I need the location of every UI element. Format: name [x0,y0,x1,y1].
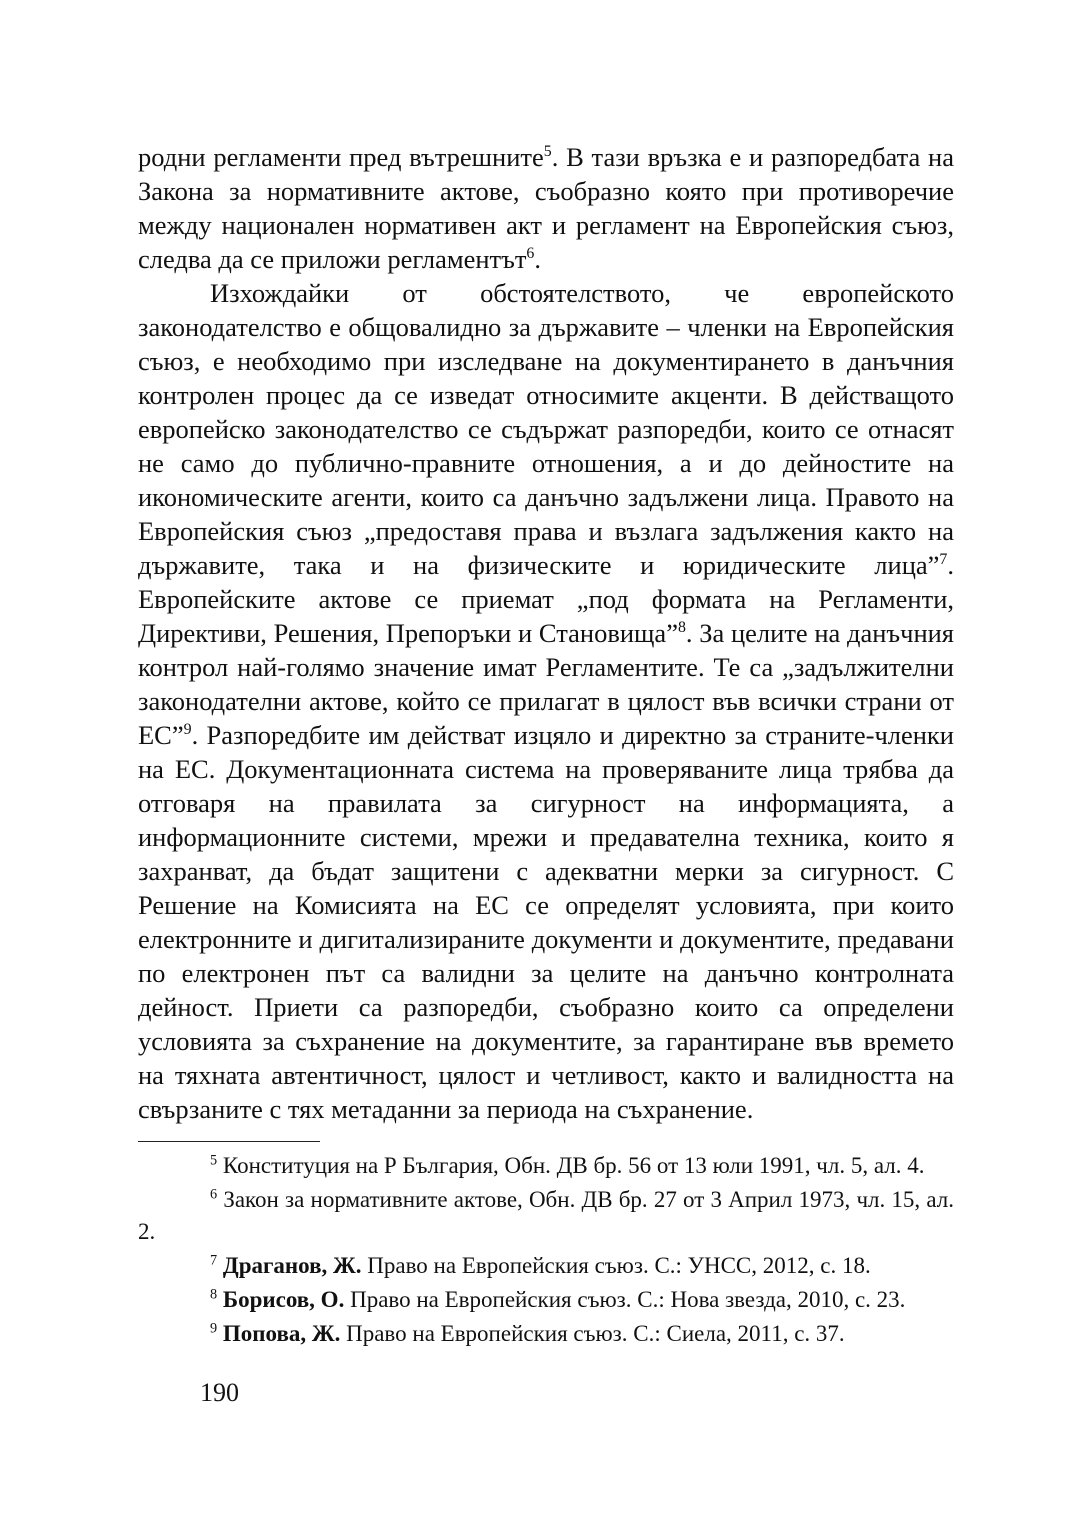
footnote-text: Закон за нормативните актове, Обн. ДВ бр. 27 от 3 Април 1973, чл. 15, ал. 2. [138,1187,954,1244]
footnote-number: 6 [210,1186,218,1203]
footnote-number: 7 [210,1252,218,1269]
footnote-8 [138,1284,954,1316]
footnote-number: 9 [210,1320,218,1337]
footnote-ref-8: 8 [677,619,686,637]
footnote-ref-7: 7 [939,551,948,569]
footnotes [138,1150,954,1352]
paragraph-2-text-2: . Европейските актове се приемат „под формата на Регламенти, Директиви, Решения, Препоръки и Становища” [138,550,954,648]
footnote-number: 5 [210,1152,218,1169]
footnote-6 [138,1184,954,1248]
footnote-text: Право на Европейския съюз. С.: Сиела, 2011, с. 37. [340,1321,845,1346]
paragraph-2-text-1: Изхождайки от обстоятелството, че европейското законодателство е общовалидно за държавите – членки на Европейския съюз, е необходимо при изследване на документирането в данъчния контролен процес да се изведат относимите акценти. В действащото европейско законодателство се съдържат разпоредби, които се отнасят не само до публично-правните отношения, а и до дейностите на икономическите агенти, които са данъчно задължени лица. Правото на Европейския съюз „предоставя права и възлага задължения както на държавите, така и на физическите и юридическите лица” [138,278,954,580]
paragraph-1-text-3: . [534,244,541,274]
paragraph-2-text-3: . За целите на данъчния контрол най-голямо значение имат Регламентите. Те са „задължителни законодателни актове, който се прилагат в цялост във всички страни от ЕС” [138,618,954,750]
footnote-text: Конституция на Р България, Обн. ДВ бр. 56 от 13 юли 1991, чл. 5, ал. 4. [222,1153,925,1178]
footnote-author: Попова, Ж. [222,1321,341,1346]
paragraph-1 [138,140,954,276]
paragraph-1-text-2: . В тази връзка е и разпоредбата на Закона за нормативните актове, съобразно която при противоречие между национален нормативен акт и регламент на Европейския съюз, следва да се приложи регламентът [138,142,954,274]
footnote-number: 8 [210,1286,218,1303]
paragraph-2-text-4: . Разпоредбите им действат изцяло и директно за страните-членки на ЕС. Документационната система на проверяваните лица трябва да отговаря на правилата за сигурност на информацията, а информационните системи, мрежи и предавателна техника, които я захранват, да бъдат защитени с адекватни мерки за сигурност. С Решение на Комисията на ЕС се определят условията, при които електронните и дигитализираните документи и документите, предавани по електронен път са валидни за целите на данъчно контролната дейност. Приети са разпоредби, съобразно които са определени условията за съхранение на документите, за гарантиране във времето на тяхната автентичност, цялост и четливост, както и валидността на свързаните с тях метаданни за периода на съхранение. [138,720,954,1124]
footnote-5 [138,1150,954,1182]
footnote-7 [138,1250,954,1282]
footnote-text: Право на Европейския съюз. С.: Нова звезда, 2010, с. 23. [344,1287,906,1312]
footnote-author: Драганов, Ж. [222,1253,362,1278]
footnote-separator [138,1141,320,1142]
footnote-ref-5: 5 [543,143,552,161]
paragraph-1-text-1: родни регламенти пред вътрешните [138,142,544,172]
footnote-ref-6: 6 [526,245,535,263]
footnote-author: Борисов, О. [222,1287,345,1312]
footnote-ref-9: 9 [183,721,192,739]
paragraph-2 [138,276,954,1126]
footnote-text: Право на Европейския съюз. С.: УНСС, 2012, с. 18. [361,1253,871,1278]
footnote-9 [138,1318,954,1350]
page-number: 190 [200,1378,239,1407]
main-text [138,140,954,1126]
